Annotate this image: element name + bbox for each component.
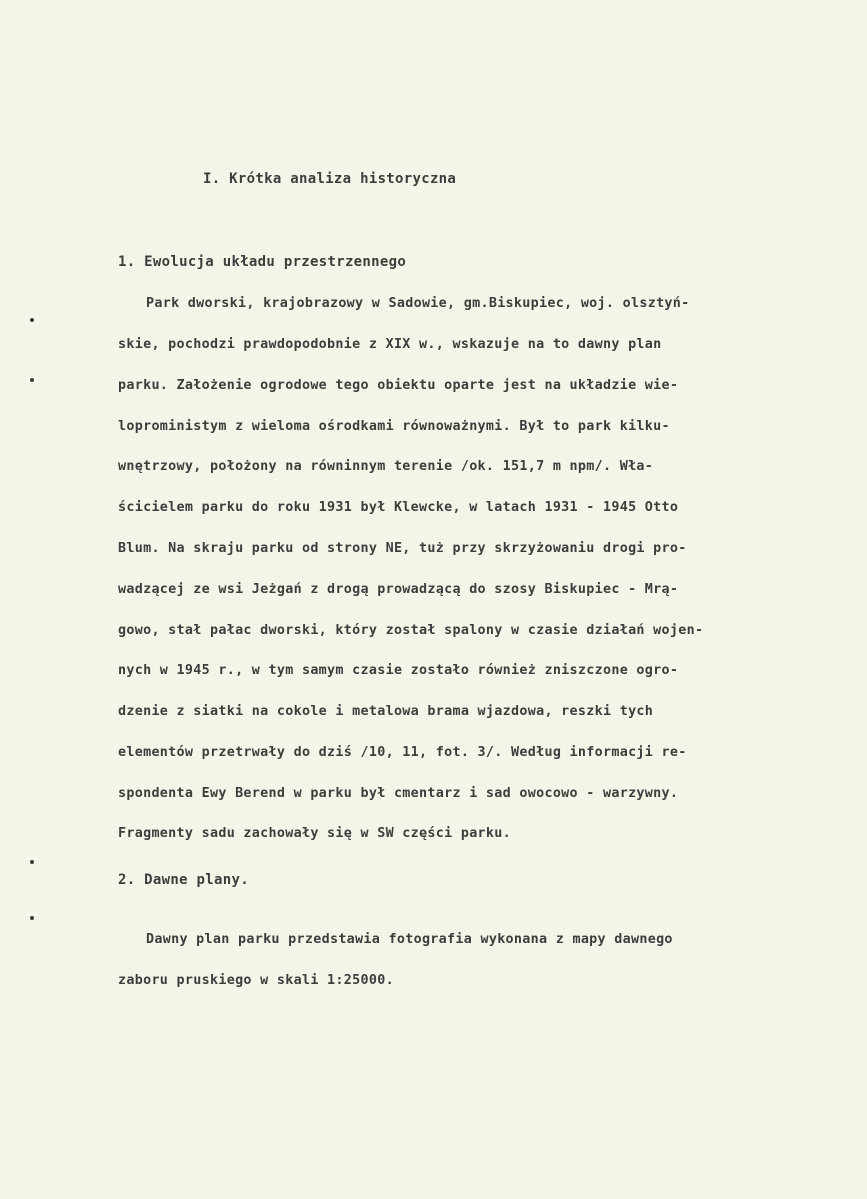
text-line: Blum. Na skraju parku od strony NE, tuż przy skrzyżowaniu drogi pro- (118, 541, 687, 556)
text-line: nych w 1945 r., w tym samym czasie zostało również zniszczone ogro- (118, 663, 679, 678)
text-line: zaboru pruskiego w skali 1:25000. (118, 973, 394, 988)
text-line: parku. Założenie ogrodowe tego obiektu oparte jest na układzie wie- (118, 378, 679, 393)
text-line: elementów przetrwały do dziś /10, 11, fot. 3/. Według informacji re- (118, 745, 687, 760)
text-line: dzenie z siatki na cokole i metalowa brama wjazdowa, reszki tych (118, 704, 654, 719)
margin-mark (30, 318, 34, 322)
text-line: loproministym z wieloma ośrodkami równoważnymi. Był to park kilku- (118, 419, 670, 434)
subheading-old-plans: 2. Dawne plany. (118, 872, 249, 888)
margin-mark (30, 860, 34, 864)
margin-mark (30, 378, 34, 382)
text-line: wadzącej ze wsi Jeżgań z drogą prowadzącą do szosy Biskupiec - Mrą- (118, 582, 679, 597)
text-line: Park dworski, krajobrazowy w Sadowie, gm.Biskupiec, woj. olsztyń- (146, 296, 690, 311)
text-line: skie, pochodzi prawdopodobnie z XIX w., wskazuje na to dawny plan (118, 337, 662, 352)
text-line: Dawny plan parku przedstawia fotografia wykonana z mapy dawnego (146, 932, 673, 947)
margin-mark (30, 916, 34, 920)
section-title: I. Krótka analiza historyczna (203, 171, 457, 187)
text-line: spondenta Ewy Berend w parku był cmentarz i sad owocowo - warzywny. (118, 786, 679, 801)
subheading-evolution: 1. Ewolucja układu przestrzennego (118, 254, 407, 270)
text-line: Fragmenty sadu zachowały się w SW części parku. (118, 826, 512, 841)
text-line: ścicielem parku do roku 1931 był Klewcke, w latach 1931 - 1945 Otto (118, 500, 679, 515)
text-line: wnętrzowy, położony na równinnym terenie /ok. 151,7 m npm/. Wła- (118, 459, 654, 474)
text-line: gowo, stał pałac dworski, który został spalony w czasie działań wojen- (118, 623, 704, 638)
